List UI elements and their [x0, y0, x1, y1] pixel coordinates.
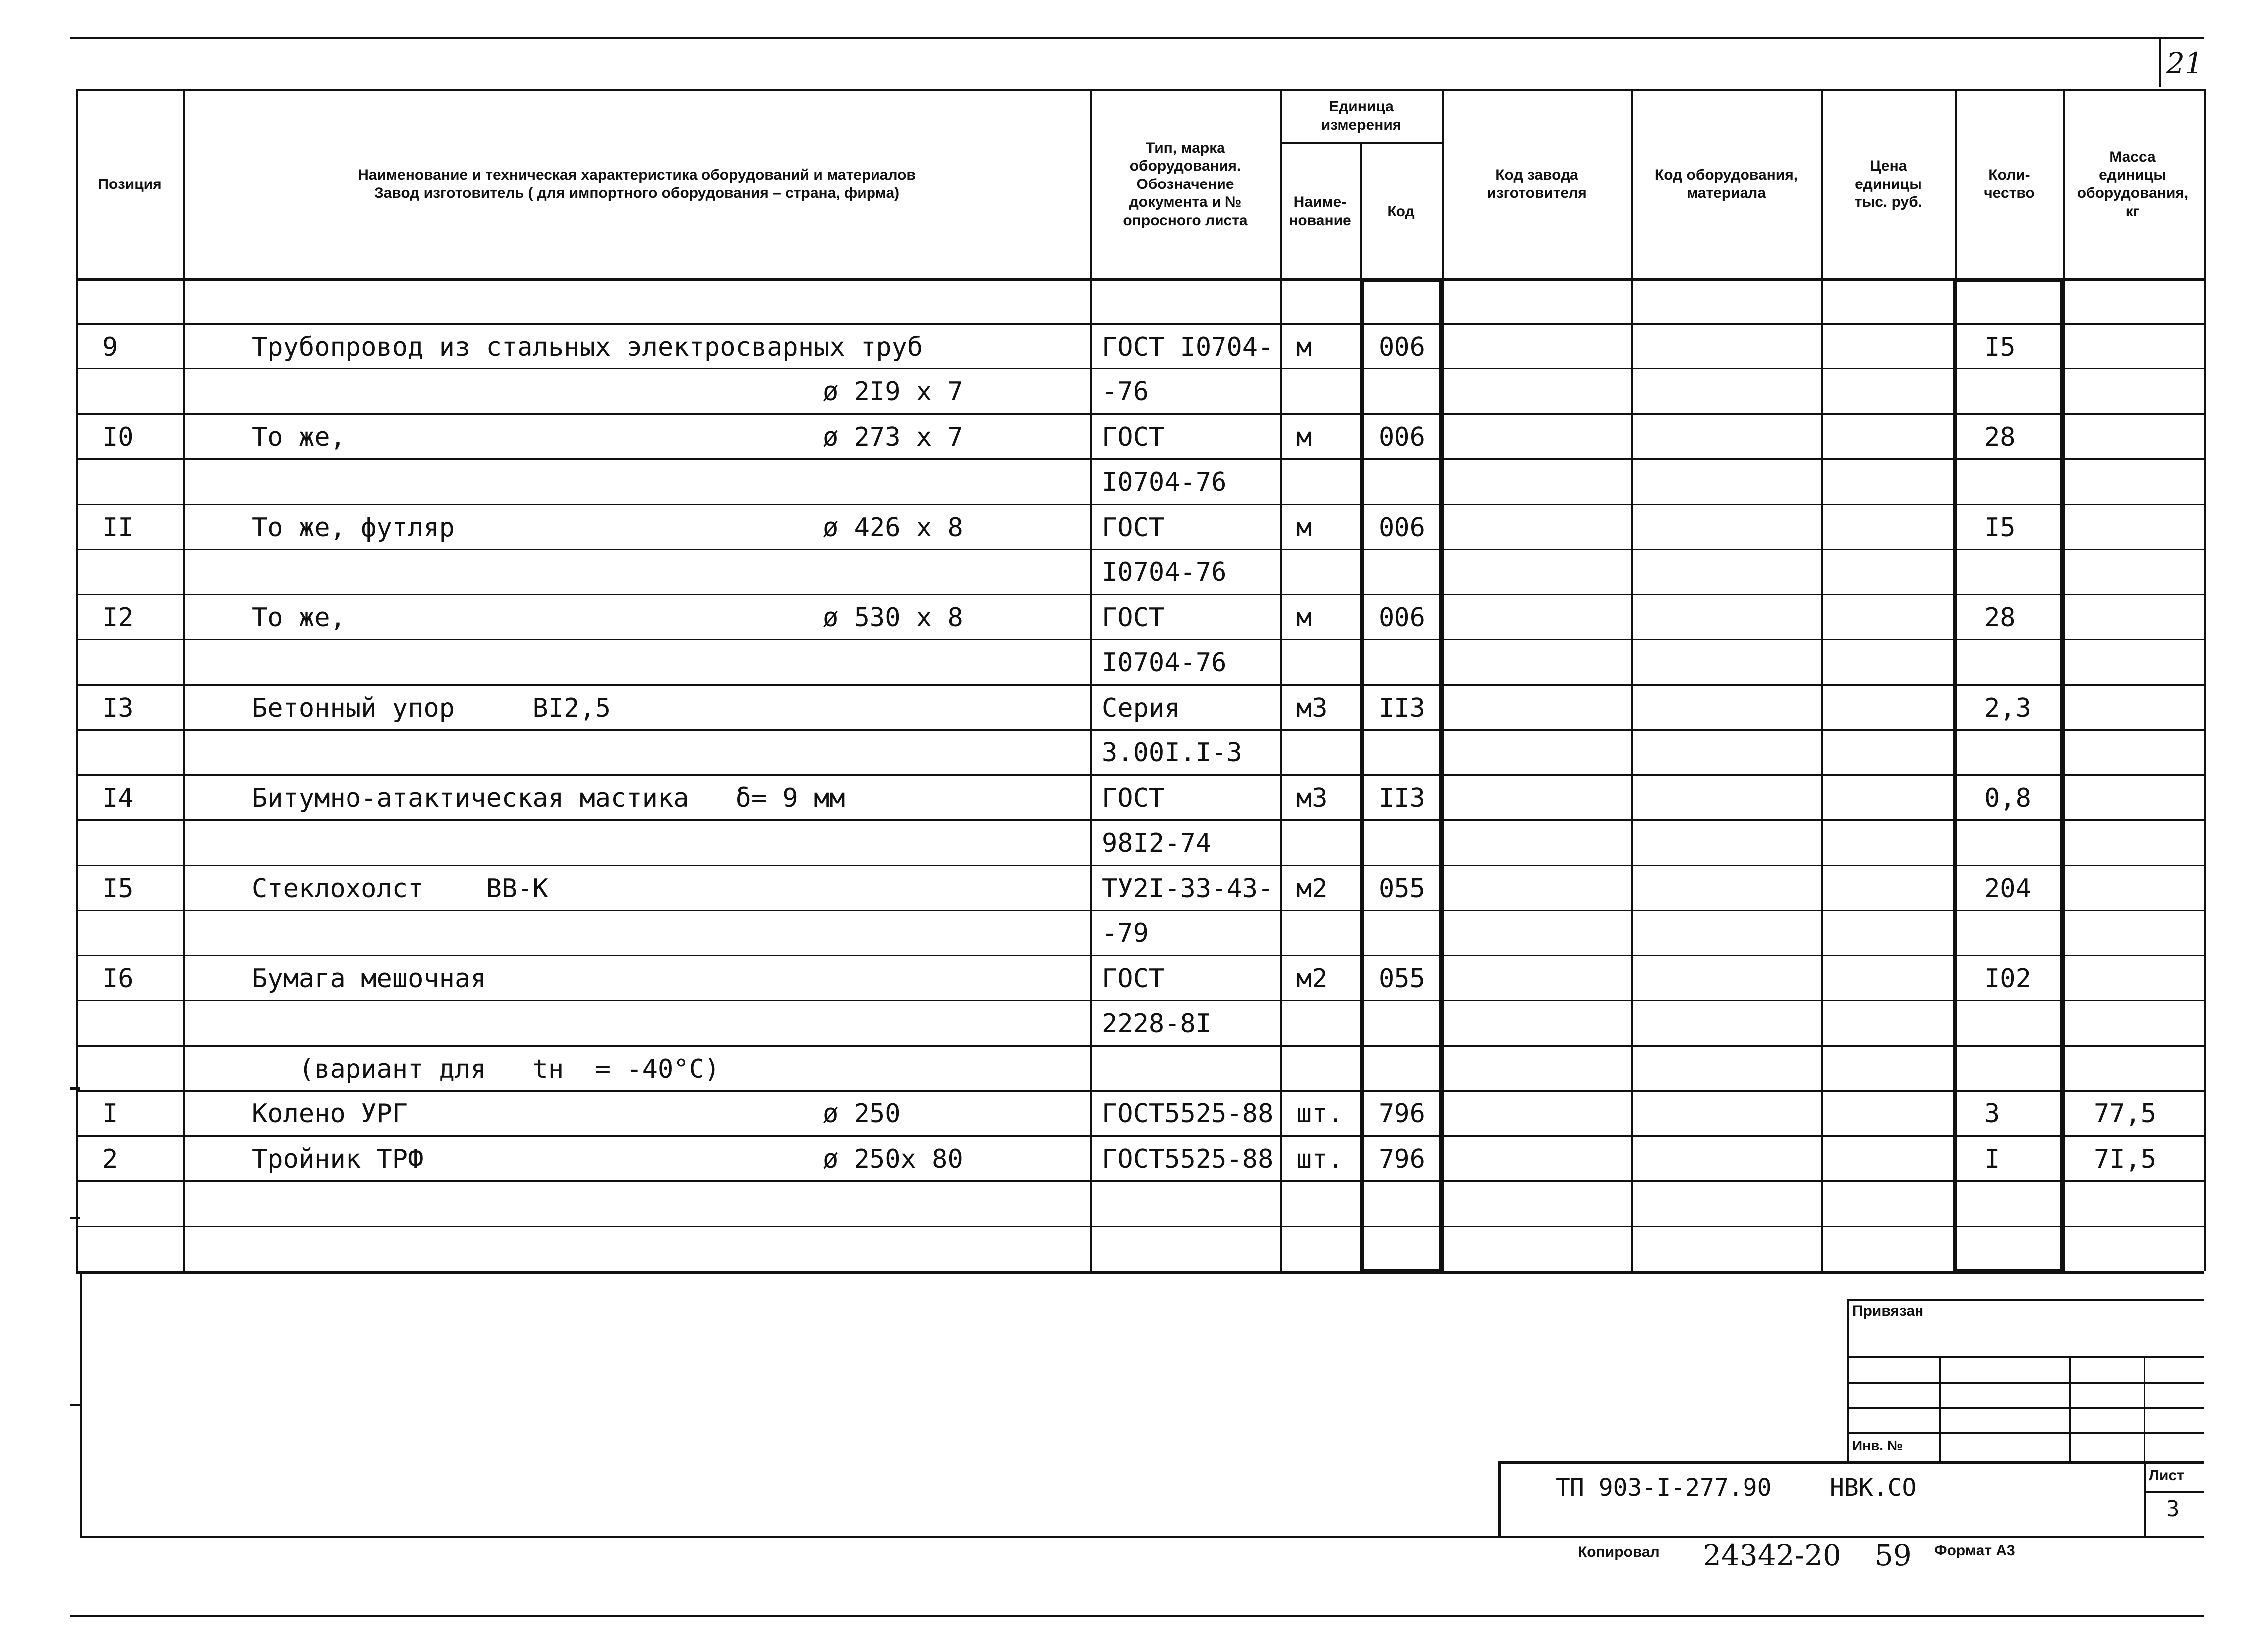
cell-quantity: 28 — [1984, 602, 2016, 633]
document-code: ТП 903-I-277.90 — [1556, 1474, 1772, 1502]
stamp-frame — [1847, 1356, 2204, 1358]
cell-type: ГОСТ — [1102, 602, 1165, 633]
row-line — [76, 1271, 2204, 1274]
header-equipment-code: Код оборудования, материала — [1654, 167, 1798, 201]
cell-type: ГОСТ5525-88 — [1102, 1144, 1274, 1174]
corner-divider — [2159, 37, 2161, 87]
cell-dimension: ø 426 x 8 — [823, 512, 963, 543]
cell-unit-code: 006 — [1379, 422, 1425, 452]
header-factory-code: Код завода изготовителя — [1487, 167, 1587, 201]
header-price: Цена единицы тыс. руб. — [1854, 158, 1922, 211]
cell-dimension: ø 273 x 7 — [823, 422, 963, 452]
cell-type: ГОСТ — [1102, 783, 1165, 813]
cell-type: Серия — [1102, 693, 1180, 723]
row-line — [76, 1090, 2204, 1092]
cell-quantity: 2,3 — [1984, 693, 2031, 723]
row-line — [76, 865, 2204, 866]
header-unit: Единица измерения — [1321, 98, 1401, 133]
stamp-frame — [1847, 1382, 2204, 1384]
cell-name: (вариант для tн = -40°С) — [252, 1054, 720, 1084]
column-line — [2204, 89, 2206, 1271]
row-line — [76, 774, 2204, 776]
cell-quantity: 0,8 — [1984, 783, 2031, 813]
cell-position: I5 — [102, 873, 134, 904]
row-line — [76, 549, 2204, 550]
cell-type: I0704-76 — [1102, 648, 1227, 678]
bound-label: Привязан — [1852, 1303, 1924, 1319]
cell-type: I0704-76 — [1102, 467, 1227, 497]
cell-quantity: 28 — [1984, 422, 2016, 452]
cell-unit: шт. — [1296, 1144, 1343, 1174]
cell-position: I6 — [102, 963, 134, 994]
cell-dimension: ø 250 — [823, 1099, 901, 1129]
cell-dimension: ø 530 x 8 — [823, 602, 963, 633]
cell-type: ГОСТ I0704- — [1102, 332, 1274, 362]
cell-name: Трубопровод из стальных электросварных труб — [252, 332, 923, 362]
cell-name: Бумага мешочная — [252, 963, 486, 994]
cell-type: -79 — [1102, 918, 1149, 948]
cell-unit: шт. — [1296, 1099, 1343, 1129]
cell-unit: м — [1296, 512, 1312, 543]
cell-mass: 77,5 — [2094, 1099, 2157, 1129]
header-unit-name: Наиме- нование — [1289, 194, 1351, 229]
cell-unit-code: 006 — [1379, 602, 1425, 633]
cell-type: 98I2-74 — [1102, 828, 1212, 858]
header-mass: Масса единицы оборудования, кг — [2077, 148, 2189, 220]
stamp-frame — [1847, 1299, 2204, 1301]
cell-unit: м3 — [1296, 693, 1328, 723]
cell-type: ГОСТ — [1102, 963, 1165, 994]
cell-quantity: I5 — [1984, 512, 2016, 543]
cell-type: ГОСТ — [1102, 512, 1165, 543]
title-block-frame — [1498, 1461, 2204, 1464]
margin-tick — [70, 1087, 80, 1090]
bottom-trim-line — [70, 1615, 2204, 1617]
stamp-frame — [1847, 1432, 2204, 1434]
header-name: Наименование и техническая характеристика оборудований и материалов Завод изготовитель ( для импортного оборудования – страна, фирма) — [358, 167, 916, 201]
cell-unit: м3 — [1296, 783, 1328, 813]
cell-type: ТУ2I-33-43- — [1102, 873, 1274, 904]
thick-line — [1360, 1269, 1444, 1273]
row-line — [76, 1226, 2204, 1227]
row-line — [76, 458, 2204, 460]
title-block-frame — [2144, 1491, 2204, 1493]
cell-position: I0 — [102, 422, 134, 452]
cell-mass: 7I,5 — [2094, 1144, 2157, 1174]
cell-unit: м — [1296, 332, 1312, 362]
cell-position: I3 — [102, 693, 134, 723]
cell-unit-code: 055 — [1379, 963, 1425, 994]
header-unit-code: Код — [1387, 203, 1415, 220]
cell-position: 2 — [102, 1144, 118, 1174]
thick-line — [1953, 1269, 2065, 1273]
stamp-frame — [2069, 1356, 2071, 1464]
cell-quantity: 3 — [1984, 1099, 2000, 1129]
row-line — [76, 1045, 2204, 1047]
sheet-number: 3 — [2166, 1496, 2180, 1522]
cell-unit: м2 — [1296, 873, 1328, 904]
top-border — [70, 37, 2204, 39]
cell-unit: м — [1296, 422, 1312, 452]
cell-name: То же, — [252, 422, 346, 452]
row-line — [76, 1135, 2204, 1137]
cell-dimension: ø 2I9 x 7 — [823, 377, 963, 407]
format-label: Формат А3 — [1934, 1542, 2015, 1559]
cell-name: Битумно-атактическая мастика δ= 9 мм — [252, 783, 845, 813]
row-line — [76, 684, 2204, 686]
row-line — [76, 594, 2204, 595]
cell-type: -76 — [1102, 377, 1149, 407]
cell-unit-code: 796 — [1379, 1144, 1425, 1174]
cell-position: I2 — [102, 602, 134, 633]
cell-quantity: I5 — [1984, 332, 2016, 362]
handwritten-sheet: 59 — [1875, 1538, 1912, 1572]
section-code: НВК.СО — [1830, 1474, 1917, 1502]
header-type: Тип, марка оборудования. Обозначение документа и № опросного листа — [1123, 139, 1248, 229]
cell-quantity: 204 — [1984, 873, 2031, 904]
cell-unit-code: 006 — [1379, 332, 1425, 362]
cell-name: Тройник ТРФ — [252, 1144, 424, 1174]
cell-type: 2228-8I — [1102, 1009, 1212, 1039]
row-line — [76, 819, 2204, 821]
row-line — [76, 729, 2204, 731]
title-block-frame — [1498, 1461, 1501, 1538]
cell-position: 9 — [102, 332, 118, 362]
sheet-corner-number: 21 — [2166, 46, 2203, 80]
stamp-frame — [1847, 1299, 1849, 1464]
cell-unit: м2 — [1296, 963, 1328, 994]
row-line — [76, 1180, 2204, 1182]
row-line — [76, 1000, 2204, 1001]
cell-unit-code: 006 — [1379, 512, 1425, 543]
row-line — [76, 955, 2204, 956]
cell-quantity: I — [1984, 1144, 2000, 1174]
sheet-label: Лист — [2149, 1467, 2184, 1484]
inv-label: Инв. № — [1852, 1438, 1903, 1453]
row-line — [76, 323, 2204, 325]
unit-split-line — [1280, 142, 1442, 144]
stamp-frame — [1939, 1356, 1941, 1464]
cell-position: II — [102, 512, 134, 543]
cell-unit: м — [1296, 602, 1312, 633]
row-line — [76, 910, 2204, 911]
cell-dimension: ø 250х 80 — [823, 1144, 963, 1174]
cell-type: ГОСТ — [1102, 422, 1165, 452]
stamp-frame — [1847, 1407, 2204, 1409]
copied-label: Копировал — [1578, 1544, 1660, 1560]
header-position: Позиция — [98, 176, 162, 192]
row-line — [76, 413, 2204, 415]
cell-name: То же, футляр — [252, 512, 455, 543]
cell-unit-code: II3 — [1379, 693, 1425, 723]
sheet-left-border — [80, 1274, 82, 1538]
margin-tick — [70, 1217, 80, 1219]
row-line — [76, 504, 2204, 505]
cell-unit-code: 796 — [1379, 1099, 1425, 1129]
cell-name: То же, — [252, 602, 346, 633]
title-block-frame — [2144, 1461, 2146, 1538]
cell-type: ГОСТ5525-88 — [1102, 1099, 1274, 1129]
cell-position: I — [102, 1099, 118, 1129]
margin-tick — [70, 1404, 80, 1406]
cell-name: Бетонный упор BI2,5 — [252, 693, 611, 723]
cell-quantity: I02 — [1984, 963, 2031, 994]
cell-name: Колено УРГ — [252, 1099, 408, 1129]
cell-name: Стеклохолст ВВ-К — [252, 873, 548, 904]
cell-unit-code: 055 — [1379, 873, 1425, 904]
cell-type: 3.00I.I-3 — [1102, 738, 1242, 768]
cell-type: I0704-76 — [1102, 557, 1227, 587]
handwritten-number: 24342-20 — [1703, 1538, 1841, 1572]
cell-position: I4 — [102, 783, 134, 813]
cell-unit-code: II3 — [1379, 783, 1425, 813]
row-line — [76, 368, 2204, 369]
header-quantity: Коли- чество — [1984, 167, 2035, 201]
stamp-frame — [2144, 1356, 2145, 1464]
row-line — [76, 639, 2204, 640]
